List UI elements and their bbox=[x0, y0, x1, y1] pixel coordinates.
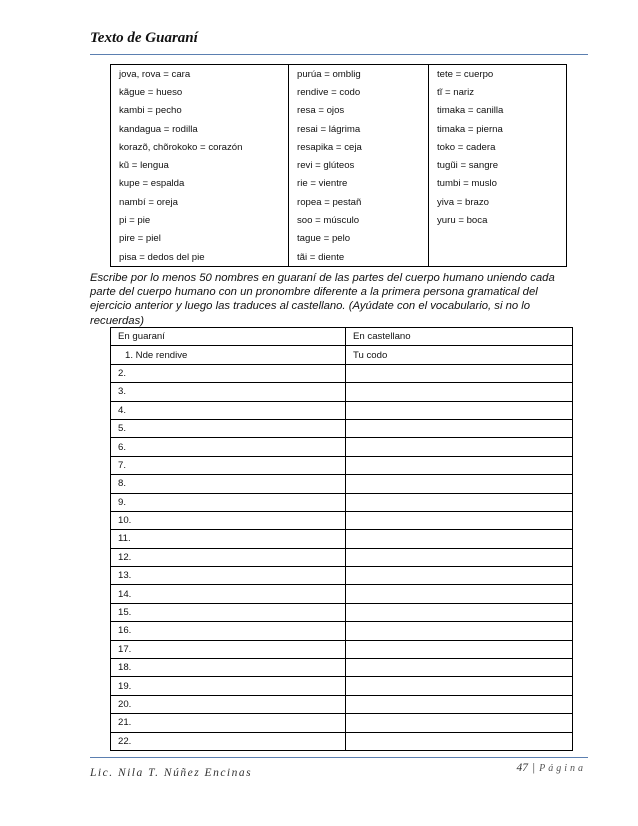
exercise-row bbox=[111, 567, 573, 585]
vocabulary-cell: resapika = ceja bbox=[289, 138, 429, 156]
guarani-cell[interactable]: 16. bbox=[111, 622, 346, 640]
vocabulary-row bbox=[111, 248, 567, 267]
guarani-cell[interactable]: 2. bbox=[111, 364, 346, 382]
guarani-cell[interactable]: 8. bbox=[111, 475, 346, 493]
exercise-row bbox=[111, 530, 573, 548]
vocabulary-cell: toko = cadera bbox=[429, 138, 567, 156]
exercise-row bbox=[111, 456, 573, 474]
castellano-cell[interactable] bbox=[346, 401, 573, 419]
castellano-cell[interactable] bbox=[346, 530, 573, 548]
exercise-row bbox=[111, 695, 573, 713]
vocabulary-row bbox=[111, 156, 567, 174]
exercise-row bbox=[111, 714, 573, 732]
page-number: 47 bbox=[516, 762, 528, 774]
vocabulary-cell: tete = cuerpo bbox=[429, 65, 567, 84]
vocabulary-cell: purúa = omblig bbox=[289, 65, 429, 84]
vocabulary-cell: soo = músculo bbox=[289, 211, 429, 229]
vocabulary-cell: kupe = espalda bbox=[111, 175, 289, 193]
exercise-row bbox=[111, 585, 573, 603]
document-title: Texto de Guaraní bbox=[90, 30, 198, 46]
footer-rule bbox=[90, 757, 588, 758]
vocabulary-cell bbox=[429, 230, 567, 248]
vocabulary-cell: jova, rova = cara bbox=[111, 65, 289, 84]
exercise-row bbox=[111, 603, 573, 621]
vocabulary-cell: nambí = oreja bbox=[111, 193, 289, 211]
vocabulary-cell: timaka = canilla bbox=[429, 102, 567, 120]
vocabulary-row bbox=[111, 193, 567, 211]
vocabulary-row bbox=[111, 230, 567, 248]
exercise-row bbox=[111, 401, 573, 419]
castellano-cell[interactable] bbox=[346, 567, 573, 585]
header-castellano: En castellano bbox=[346, 328, 573, 346]
castellano-cell[interactable] bbox=[346, 714, 573, 732]
vocabulary-row bbox=[111, 211, 567, 229]
vocabulary-cell: tãi = diente bbox=[289, 248, 429, 267]
page-separator: | bbox=[531, 762, 536, 774]
exercise-table bbox=[110, 327, 573, 751]
castellano-cell[interactable] bbox=[346, 511, 573, 529]
castellano-cell[interactable] bbox=[346, 456, 573, 474]
exercise-row bbox=[111, 640, 573, 658]
vocabulary-cell bbox=[429, 248, 567, 267]
guarani-cell[interactable]: 12. bbox=[111, 548, 346, 566]
vocabulary-row bbox=[111, 102, 567, 120]
vocabulary-cell: pi = pie bbox=[111, 211, 289, 229]
header-rule bbox=[90, 54, 588, 55]
vocabulary-cell: tĩ = nariz bbox=[429, 83, 567, 101]
exercise-header-row bbox=[111, 328, 573, 346]
vocabulary-cell: kandagua = rodilla bbox=[111, 120, 289, 138]
vocabulary-table bbox=[110, 64, 567, 267]
vocabulary-cell: ropea = pestañ bbox=[289, 193, 429, 211]
guarani-cell[interactable]: 1. Nde rendive bbox=[111, 346, 346, 364]
castellano-cell[interactable] bbox=[346, 383, 573, 401]
vocabulary-row bbox=[111, 175, 567, 193]
exercise-row bbox=[111, 383, 573, 401]
guarani-cell[interactable]: 15. bbox=[111, 603, 346, 621]
guarani-cell[interactable]: 22. bbox=[111, 732, 346, 750]
vocabulary-cell: kãgue = hueso bbox=[111, 83, 289, 101]
exercise-row bbox=[111, 622, 573, 640]
vocabulary-cell: korazõ, chõrokoko = corazón bbox=[111, 138, 289, 156]
castellano-cell[interactable] bbox=[346, 622, 573, 640]
exercise-row bbox=[111, 548, 573, 566]
castellano-cell[interactable] bbox=[346, 548, 573, 566]
guarani-cell[interactable]: 9. bbox=[111, 493, 346, 511]
vocabulary-cell: pire = piel bbox=[111, 230, 289, 248]
vocabulary-row bbox=[111, 120, 567, 138]
vocabulary-cell: resai = lágrima bbox=[289, 120, 429, 138]
vocabulary-cell: timaka = pierna bbox=[429, 120, 567, 138]
guarani-cell[interactable]: 13. bbox=[111, 567, 346, 585]
vocabulary-cell: yuru = boca bbox=[429, 211, 567, 229]
vocabulary-cell: rie = vientre bbox=[289, 175, 429, 193]
guarani-cell[interactable]: 6. bbox=[111, 438, 346, 456]
castellano-cell[interactable] bbox=[346, 677, 573, 695]
exercise-row bbox=[111, 493, 573, 511]
castellano-cell[interactable] bbox=[346, 603, 573, 621]
vocabulary-row bbox=[111, 65, 567, 84]
castellano-cell[interactable] bbox=[346, 640, 573, 658]
vocabulary-cell: rendive = codo bbox=[289, 83, 429, 101]
exercise-row bbox=[111, 677, 573, 695]
guarani-cell[interactable]: 11. bbox=[111, 530, 346, 548]
vocabulary-cell: tumbi = muslo bbox=[429, 175, 567, 193]
guarani-cell[interactable]: 19. bbox=[111, 677, 346, 695]
guarani-cell[interactable]: 7. bbox=[111, 456, 346, 474]
exercise-row bbox=[111, 475, 573, 493]
exercise-instructions: Escribe por lo menos 50 nombres en guaraní de las partes del cuerpo humano uniendo cada parte del cuerpo humano con un pronombre diferente a la primera persona gramatical del ejercicio anterior y luego las traduces al castellano. (Ayúdate con el vocabulario, si no lo recuerdas) bbox=[90, 272, 555, 327]
vocabulary-cell: kũ = lengua bbox=[111, 156, 289, 174]
guarani-cell[interactable]: 18. bbox=[111, 659, 346, 677]
castellano-cell[interactable] bbox=[346, 438, 573, 456]
guarani-cell[interactable]: 4. bbox=[111, 401, 346, 419]
exercise-row bbox=[111, 346, 573, 364]
guarani-cell[interactable]: 14. bbox=[111, 585, 346, 603]
castellano-cell[interactable] bbox=[346, 695, 573, 713]
vocabulary-cell: kambi = pecho bbox=[111, 102, 289, 120]
header-guarani: En guaraní bbox=[111, 328, 346, 346]
guarani-cell[interactable]: 20. bbox=[111, 695, 346, 713]
exercise-row bbox=[111, 364, 573, 382]
castellano-cell[interactable] bbox=[346, 493, 573, 511]
exercise-row bbox=[111, 438, 573, 456]
castellano-cell[interactable] bbox=[346, 475, 573, 493]
footer-author: Lic. Nila T. Núñez Encinas bbox=[90, 767, 253, 779]
castellano-cell[interactable] bbox=[346, 585, 573, 603]
vocabulary-cell: revi = glúteos bbox=[289, 156, 429, 174]
castellano-cell[interactable] bbox=[346, 732, 573, 750]
castellano-cell[interactable] bbox=[346, 419, 573, 437]
vocabulary-row bbox=[111, 138, 567, 156]
page-word: Página bbox=[539, 763, 586, 774]
vocabulary-cell: tague = pelo bbox=[289, 230, 429, 248]
page-number-block bbox=[516, 762, 586, 774]
castellano-cell[interactable] bbox=[346, 659, 573, 677]
guarani-cell[interactable]: 17. bbox=[111, 640, 346, 658]
vocabulary-cell: yiva = brazo bbox=[429, 193, 567, 211]
guarani-cell[interactable]: 3. bbox=[111, 383, 346, 401]
exercise-row bbox=[111, 659, 573, 677]
exercise-row bbox=[111, 511, 573, 529]
vocabulary-cell: pisa = dedos del pie bbox=[111, 248, 289, 267]
exercise-row bbox=[111, 419, 573, 437]
guarani-cell[interactable]: 10. bbox=[111, 511, 346, 529]
castellano-cell[interactable] bbox=[346, 364, 573, 382]
castellano-cell[interactable]: Tu codo bbox=[346, 346, 573, 364]
exercise-row bbox=[111, 732, 573, 750]
guarani-cell[interactable]: 5. bbox=[111, 419, 346, 437]
vocabulary-cell: tugũi = sangre bbox=[429, 156, 567, 174]
guarani-cell[interactable]: 21. bbox=[111, 714, 346, 732]
vocabulary-row bbox=[111, 83, 567, 101]
vocabulary-cell: resa = ojos bbox=[289, 102, 429, 120]
